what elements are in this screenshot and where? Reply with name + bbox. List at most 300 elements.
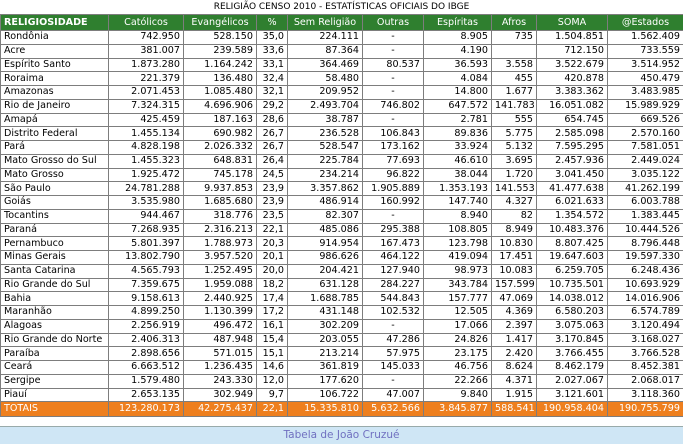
value-cell: 4.327 (492, 196, 537, 210)
value-cell: 225.784 (288, 154, 363, 168)
value-cell: 29,2 (257, 99, 288, 113)
value-cell: 1.959.088 (184, 278, 257, 292)
value-cell: 4.828.198 (109, 141, 184, 155)
value-cell: - (363, 86, 424, 100)
value-cell: 102.532 (363, 306, 424, 320)
value-cell: 318.776 (184, 209, 257, 223)
value-cell: 209.952 (288, 86, 363, 100)
value-cell: 28,6 (257, 113, 288, 127)
value-cell: 8.807.425 (537, 237, 608, 251)
value-cell: 9.937.853 (184, 182, 257, 196)
state-name-cell: Roraima (1, 72, 109, 86)
value-cell: - (363, 113, 424, 127)
value-cell: 1.130.399 (184, 306, 257, 320)
value-cell: 16,1 (257, 319, 288, 333)
value-cell: 41.262.199 (608, 182, 683, 196)
value-cell: 7.324.315 (109, 99, 184, 113)
value-cell: 690.982 (184, 127, 257, 141)
table-row (1, 196, 683, 210)
value-cell: 3.121.601 (537, 388, 608, 402)
value-cell: - (363, 72, 424, 86)
value-cell: 13.802.790 (109, 251, 184, 265)
table-row (1, 58, 683, 72)
value-cell: 46.756 (424, 361, 492, 375)
table-row (1, 31, 683, 45)
value-cell: 302.949 (184, 388, 257, 402)
value-cell: 5.632.566 (363, 402, 424, 417)
state-name-cell: Bahia (1, 292, 109, 306)
value-cell: 98.973 (424, 264, 492, 278)
value-cell: 82.307 (288, 209, 363, 223)
value-cell: 23.175 (424, 347, 492, 361)
value-cell: 106.722 (288, 388, 363, 402)
value-cell: 1.383.445 (608, 209, 683, 223)
value-cell: 22,1 (257, 402, 288, 417)
value-cell: - (363, 44, 424, 58)
value-cell: 19.597.330 (608, 251, 683, 265)
value-cell: - (363, 31, 424, 45)
state-name-cell: Santa Catarina (1, 264, 109, 278)
value-cell: 944.467 (109, 209, 184, 223)
value-cell: 3.483.985 (608, 86, 683, 100)
value-cell: 361.819 (288, 361, 363, 375)
value-cell: 3.120.494 (608, 319, 683, 333)
value-cell: 914.954 (288, 237, 363, 251)
value-cell: 2.397 (492, 319, 537, 333)
state-name-cell: Rio de Janeiro (1, 99, 109, 113)
value-cell: 343.784 (424, 278, 492, 292)
value-cell: 3.845.877 (424, 402, 492, 417)
state-name-cell: Ceará (1, 361, 109, 375)
value-cell: 17.066 (424, 319, 492, 333)
table-credit: Tabela de João Cruzué (0, 427, 683, 444)
value-cell: 4.369 (492, 306, 537, 320)
value-cell: 4.899.250 (109, 306, 184, 320)
value-cell: 6.248.436 (608, 264, 683, 278)
column-header: Espíritas (424, 15, 492, 31)
value-cell: 1.788.973 (184, 237, 257, 251)
value-cell: 20,0 (257, 264, 288, 278)
value-cell: 9.840 (424, 388, 492, 402)
column-header: Sem Religião (288, 15, 363, 31)
state-name-cell: Minas Gerais (1, 251, 109, 265)
value-cell: 6.574.789 (608, 306, 683, 320)
value-cell: 8.940 (424, 209, 492, 223)
value-cell: 1.925.472 (109, 168, 184, 182)
table-row (1, 141, 683, 155)
value-cell: 18,2 (257, 278, 288, 292)
value-cell: 239.589 (184, 44, 257, 58)
value-cell: 485.086 (288, 223, 363, 237)
value-cell: 57.975 (363, 347, 424, 361)
religion-census-table (0, 14, 683, 417)
table-row (1, 319, 683, 333)
value-cell: 23,5 (257, 209, 288, 223)
value-cell: 7.595.295 (537, 141, 608, 155)
value-cell: 1.252.495 (184, 264, 257, 278)
value-cell: 3.522.679 (537, 58, 608, 72)
value-cell: 141.783 (492, 99, 537, 113)
value-cell: 3.170.845 (537, 333, 608, 347)
value-cell: 6.003.788 (608, 196, 683, 210)
value-cell: 173.162 (363, 141, 424, 155)
value-cell: 3.695 (492, 154, 537, 168)
table-row (1, 223, 683, 237)
value-cell: 2.585.098 (537, 127, 608, 141)
state-name-cell: Sergipe (1, 374, 109, 388)
value-cell: 6.021.633 (537, 196, 608, 210)
value-cell: 8.452.381 (608, 361, 683, 375)
table-row (1, 99, 683, 113)
table-row (1, 168, 683, 182)
state-name-cell: Rio Grande do Norte (1, 333, 109, 347)
totals-row (1, 402, 683, 417)
value-cell: 41.477.638 (537, 182, 608, 196)
value-cell: 89.836 (424, 127, 492, 141)
value-cell: 9.158.613 (109, 292, 184, 306)
state-name-cell: Goiás (1, 196, 109, 210)
value-cell: 4.371 (492, 374, 537, 388)
value-cell: 141.553 (492, 182, 537, 196)
value-cell: 33,6 (257, 44, 288, 58)
value-cell: 745.178 (184, 168, 257, 182)
value-cell: 32,4 (257, 72, 288, 86)
table-row (1, 251, 683, 265)
value-cell: 12,0 (257, 374, 288, 388)
table-row (1, 44, 683, 58)
value-cell: 1.905.889 (363, 182, 424, 196)
state-name-cell: Amapá (1, 113, 109, 127)
state-name-cell: Espírito Santo (1, 58, 109, 72)
value-cell: 735 (492, 31, 537, 45)
value-cell: 631.128 (288, 278, 363, 292)
value-cell: 1.455.323 (109, 154, 184, 168)
value-cell: 38.044 (424, 168, 492, 182)
value-cell: 654.745 (537, 113, 608, 127)
table-row (1, 361, 683, 375)
value-cell: 22,1 (257, 223, 288, 237)
value-cell: 221.379 (109, 72, 184, 86)
value-cell: 2.420 (492, 347, 537, 361)
state-name-cell: Mato Grosso (1, 168, 109, 182)
state-name-cell: Alagoas (1, 319, 109, 333)
value-cell: 10.830 (492, 237, 537, 251)
value-cell: 16.051.082 (537, 99, 608, 113)
value-cell: 3.035.122 (608, 168, 683, 182)
value-cell: 8.949 (492, 223, 537, 237)
value-cell: 1.720 (492, 168, 537, 182)
value-cell: 38.787 (288, 113, 363, 127)
state-name-cell: Paraná (1, 223, 109, 237)
value-cell: 82 (492, 209, 537, 223)
state-name-cell: Paraíba (1, 347, 109, 361)
value-cell: - (363, 374, 424, 388)
value-cell: 106.843 (363, 127, 424, 141)
value-cell: 32,1 (257, 86, 288, 100)
value-cell: 3.383.362 (537, 86, 608, 100)
value-cell: 236.528 (288, 127, 363, 141)
value-cell: 108.805 (424, 223, 492, 237)
value-cell: 1.354.572 (537, 209, 608, 223)
value-cell: 20,3 (257, 237, 288, 251)
value-cell: 46.610 (424, 154, 492, 168)
value-cell: 26,4 (257, 154, 288, 168)
table-row (1, 306, 683, 320)
table-row (1, 388, 683, 402)
value-cell: 47.007 (363, 388, 424, 402)
column-header: Católicos (109, 15, 184, 31)
value-cell: 450.479 (608, 72, 683, 86)
value-cell: 555 (492, 113, 537, 127)
value-cell: 2.068.017 (608, 374, 683, 388)
value-cell: 14,6 (257, 361, 288, 375)
value-cell: 571.015 (184, 347, 257, 361)
value-cell: 3.766.455 (537, 347, 608, 361)
value-cell: 6.663.512 (109, 361, 184, 375)
value-cell: 1.677 (492, 86, 537, 100)
state-name-cell: Pernambuco (1, 237, 109, 251)
value-cell: 23,9 (257, 182, 288, 196)
value-cell: 7.581.051 (608, 141, 683, 155)
value-cell: 455 (492, 72, 537, 86)
state-name-cell: Amazonas (1, 86, 109, 100)
value-cell: - (363, 319, 424, 333)
value-cell: 224.111 (288, 31, 363, 45)
value-cell: 648.831 (184, 154, 257, 168)
value-cell: 8.462.179 (537, 361, 608, 375)
table-row (1, 154, 683, 168)
value-cell: 127.940 (363, 264, 424, 278)
value-cell: 15.989.929 (608, 99, 683, 113)
value-cell: 2.440.925 (184, 292, 257, 306)
value-cell: 14.038.012 (537, 292, 608, 306)
value-cell: 3.118.360 (608, 388, 683, 402)
value-cell: 203.055 (288, 333, 363, 347)
value-cell: 3.766.528 (608, 347, 683, 361)
value-cell: 2.493.704 (288, 99, 363, 113)
value-cell: 24,5 (257, 168, 288, 182)
value-cell: 123.798 (424, 237, 492, 251)
value-cell: 234.214 (288, 168, 363, 182)
value-cell: 9,7 (257, 388, 288, 402)
value-cell: 190.958.404 (537, 402, 608, 417)
value-cell: 33,1 (257, 58, 288, 72)
value-cell: 464.122 (363, 251, 424, 265)
value-cell: 4.190 (424, 44, 492, 58)
value-cell: 295.388 (363, 223, 424, 237)
state-name-cell: Rondônia (1, 31, 109, 45)
value-cell: 4.696.906 (184, 99, 257, 113)
column-header: Outras (363, 15, 424, 31)
value-cell: 10.083 (492, 264, 537, 278)
column-header: % (257, 15, 288, 31)
value-cell: 4.084 (424, 72, 492, 86)
value-cell: 17.451 (492, 251, 537, 265)
table-row (1, 182, 683, 196)
value-cell: 419.094 (424, 251, 492, 265)
header-row (1, 15, 683, 31)
value-cell: 712.150 (537, 44, 608, 58)
table-row (1, 333, 683, 347)
value-cell: 15,1 (257, 347, 288, 361)
value-cell: 2.457.936 (537, 154, 608, 168)
value-cell: 3.357.862 (288, 182, 363, 196)
value-cell: 190.755.799 (608, 402, 683, 417)
value-cell: 47.286 (363, 333, 424, 347)
value-cell: 17,4 (257, 292, 288, 306)
column-header: @Estados (608, 15, 683, 31)
value-cell: 425.459 (109, 113, 184, 127)
value-cell: 20,1 (257, 251, 288, 265)
value-cell: 2.570.160 (608, 127, 683, 141)
value-cell: 58.480 (288, 72, 363, 86)
value-cell: 6.259.705 (537, 264, 608, 278)
value-cell: 77.693 (363, 154, 424, 168)
value-cell: 147.740 (424, 196, 492, 210)
table-row (1, 72, 683, 86)
value-cell: 381.007 (109, 44, 184, 58)
value-cell: 528.150 (184, 31, 257, 45)
value-cell: 47.069 (492, 292, 537, 306)
value-cell: 7.359.675 (109, 278, 184, 292)
value-cell: 6.580.203 (537, 306, 608, 320)
value-cell: 10.693.929 (608, 278, 683, 292)
value-cell: 4.565.793 (109, 264, 184, 278)
value-cell: 647.572 (424, 99, 492, 113)
value-cell: 528.547 (288, 141, 363, 155)
value-cell: 15.335.810 (288, 402, 363, 417)
value-cell: 2.071.453 (109, 86, 184, 100)
value-cell: 10.444.526 (608, 223, 683, 237)
value-cell: 2.026.332 (184, 141, 257, 155)
value-cell: 157.777 (424, 292, 492, 306)
state-name-cell: São Paulo (1, 182, 109, 196)
value-cell: 733.559 (608, 44, 683, 58)
table-row (1, 374, 683, 388)
value-cell: 22.266 (424, 374, 492, 388)
table-row (1, 237, 683, 251)
value-cell: 1.353.193 (424, 182, 492, 196)
value-cell: 19.647.603 (537, 251, 608, 265)
value-cell: 2.256.919 (109, 319, 184, 333)
value-cell: 42.275.437 (184, 402, 257, 417)
value-cell: 10.735.501 (537, 278, 608, 292)
value-cell: 14.800 (424, 86, 492, 100)
state-name-cell: Pará (1, 141, 109, 155)
value-cell: 167.473 (363, 237, 424, 251)
value-cell: 5.132 (492, 141, 537, 155)
value-cell: 487.948 (184, 333, 257, 347)
value-cell: 1.873.280 (109, 58, 184, 72)
value-cell: 23,9 (257, 196, 288, 210)
value-cell: 24.826 (424, 333, 492, 347)
state-name-cell: Tocantins (1, 209, 109, 223)
value-cell: 3.041.450 (537, 168, 608, 182)
value-cell: 1.685.680 (184, 196, 257, 210)
value-cell: 3.957.520 (184, 251, 257, 265)
value-cell: 742.950 (109, 31, 184, 45)
state-name-cell: Acre (1, 44, 109, 58)
value-cell: 2.406.313 (109, 333, 184, 347)
value-cell: 26,7 (257, 141, 288, 155)
value-cell: 3.514.952 (608, 58, 683, 72)
value-cell: 33.924 (424, 141, 492, 155)
value-cell: - (363, 209, 424, 223)
value-cell: 1.236.435 (184, 361, 257, 375)
value-cell: 10.483.376 (537, 223, 608, 237)
value-cell: 431.148 (288, 306, 363, 320)
table-title: RELIGIÃO CENSO 2010 - ESTATÍSTICAS OFICIAIS DO IBGE (0, 0, 683, 14)
value-cell: 157.599 (492, 278, 537, 292)
value-cell: 1.085.480 (184, 86, 257, 100)
value-cell: 243.330 (184, 374, 257, 388)
value-cell: 2.316.213 (184, 223, 257, 237)
state-name-cell: Mato Grosso do Sul (1, 154, 109, 168)
table-row (1, 278, 683, 292)
value-cell: 1.455.134 (109, 127, 184, 141)
value-cell: 1.417 (492, 333, 537, 347)
value-cell: 26,7 (257, 127, 288, 141)
value-cell: 87.364 (288, 44, 363, 58)
value-cell (492, 44, 537, 58)
value-cell: 3.558 (492, 58, 537, 72)
value-cell: 5.775 (492, 127, 537, 141)
state-name-cell: Rio Grande do Sul (1, 278, 109, 292)
table-row (1, 209, 683, 223)
table-row (1, 127, 683, 141)
table-row (1, 113, 683, 127)
value-cell: 3.535.980 (109, 196, 184, 210)
value-cell: 8.905 (424, 31, 492, 45)
value-cell: 123.280.173 (109, 402, 184, 417)
value-cell: 8.624 (492, 361, 537, 375)
state-name-cell: TOTAIS (1, 402, 109, 417)
value-cell: 17,2 (257, 306, 288, 320)
column-header: SOMA (537, 15, 608, 31)
value-cell: 3.168.027 (608, 333, 683, 347)
value-cell: 213.214 (288, 347, 363, 361)
value-cell: 12.505 (424, 306, 492, 320)
value-cell: 1.562.409 (608, 31, 683, 45)
table-row (1, 86, 683, 100)
value-cell: 364.469 (288, 58, 363, 72)
value-cell: 24.781.288 (109, 182, 184, 196)
value-cell: 2.449.024 (608, 154, 683, 168)
value-cell: 177.620 (288, 374, 363, 388)
value-cell: 136.480 (184, 72, 257, 86)
value-cell: 5.801.397 (109, 237, 184, 251)
value-cell: 588.541 (492, 402, 537, 417)
table-row (1, 264, 683, 278)
value-cell: 302.209 (288, 319, 363, 333)
value-cell: 1.579.480 (109, 374, 184, 388)
value-cell: 35,0 (257, 31, 288, 45)
value-cell: 36.593 (424, 58, 492, 72)
state-name-cell: Distrito Federal (1, 127, 109, 141)
state-name-cell: Piauí (1, 388, 109, 402)
value-cell: 160.992 (363, 196, 424, 210)
value-cell: 15,4 (257, 333, 288, 347)
value-cell: 8.796.448 (608, 237, 683, 251)
column-header: Afros (492, 15, 537, 31)
value-cell: 204.421 (288, 264, 363, 278)
table-row (1, 347, 683, 361)
value-cell: 986.626 (288, 251, 363, 265)
value-cell: 2.781 (424, 113, 492, 127)
value-cell: 3.075.063 (537, 319, 608, 333)
value-cell: 420.878 (537, 72, 608, 86)
column-header: Evangélicos (184, 15, 257, 31)
